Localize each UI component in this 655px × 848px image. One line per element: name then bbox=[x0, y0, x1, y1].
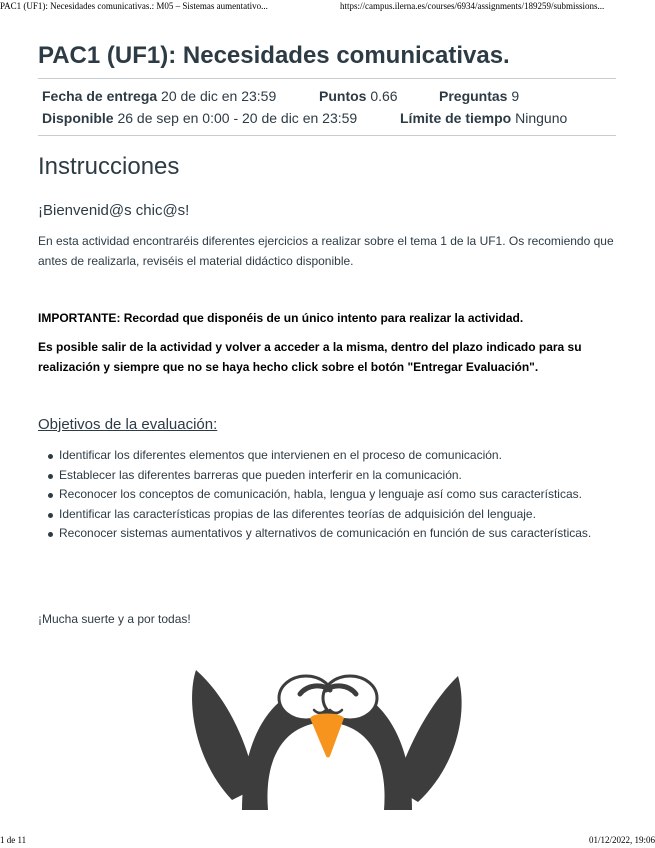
availability bbox=[42, 110, 357, 126]
important-note: IMPORTANTE: Recordad que disponéis de un único intento para realizar la actividad. bbox=[38, 311, 524, 325]
time-limit-value: Ninguno bbox=[515, 110, 568, 126]
objectives-title: Objetivos de la evaluación: bbox=[38, 416, 218, 433]
points-label: Puntos bbox=[319, 88, 367, 104]
penguin-right-eye bbox=[323, 676, 377, 720]
exit-note: Es posible salir de la actividad y volver a acceder a la misma, dentro del plazo indicado para su realización y siempre que no se haya hecho click sobre el botón "Entregar Evaluación". bbox=[38, 340, 582, 374]
questions bbox=[439, 88, 519, 104]
intro-paragraph: En esta actividad encontraréis diferentes ejercicios a realizar sobre el tema 1 de la UF1. Os recomiendo que antes de realizarla, reviséis el material didáctico disponible. bbox=[38, 234, 614, 268]
list-item: Reconocer sistemas aumentativos y alternativos de comunicación en función de sus características. bbox=[59, 524, 619, 544]
page-title: PAC1 (UF1): Necesidades comunicativas. bbox=[38, 42, 510, 69]
time-limit bbox=[400, 110, 567, 126]
due-date-value: 20 de dic en 23:59 bbox=[161, 88, 277, 104]
due-date-label: Fecha de entrega bbox=[42, 88, 158, 104]
availability-value: 26 de sep en 0:00 - 20 de dic en 23:59 bbox=[117, 110, 358, 126]
time-limit-label: Límite de tiempo bbox=[400, 110, 512, 126]
list-item: Identificar los diferentes elementos que intervienen en el proceso de comunicación. bbox=[59, 446, 619, 466]
closing-text: ¡Mucha suerte y a por todas! bbox=[38, 612, 191, 626]
print-header-url: https://campus.ilerna.es/courses/6934/assignments/189259/submissions... bbox=[340, 1, 605, 11]
print-header bbox=[0, 0, 655, 14]
points bbox=[319, 88, 398, 104]
welcome-text: ¡Bienvenid@s chic@s! bbox=[38, 202, 190, 219]
list-item: Establecer las diferentes barreras que pueden interferir en la comunicación. bbox=[59, 466, 619, 486]
due-date bbox=[42, 88, 276, 104]
print-footer bbox=[0, 835, 655, 848]
page-number: 1 de 11 bbox=[0, 835, 27, 845]
instructions-heading: Instrucciones bbox=[38, 153, 180, 180]
questions-value: 9 bbox=[511, 88, 520, 104]
divider-top bbox=[38, 78, 616, 79]
objectives-list bbox=[59, 446, 619, 544]
availability-label: Disponible bbox=[42, 110, 114, 126]
list-item: Reconocer los conceptos de comunicación, habla, lengua y lenguaje así como sus características. bbox=[59, 485, 619, 505]
print-header-title: PAC1 (UF1): Necesidades comunicativas.: M05 – Sistemas aumentativo... bbox=[0, 1, 268, 11]
print-datetime: 01/12/2022, 19:06 bbox=[588, 835, 655, 845]
divider-bottom bbox=[38, 135, 616, 136]
points-value: 0.66 bbox=[370, 88, 398, 104]
questions-label: Preguntas bbox=[439, 88, 508, 104]
list-item: Identificar las características propias de las diferentes teorías de adquisición del lenguaje. bbox=[59, 505, 619, 525]
penguin-illustration bbox=[190, 660, 465, 810]
